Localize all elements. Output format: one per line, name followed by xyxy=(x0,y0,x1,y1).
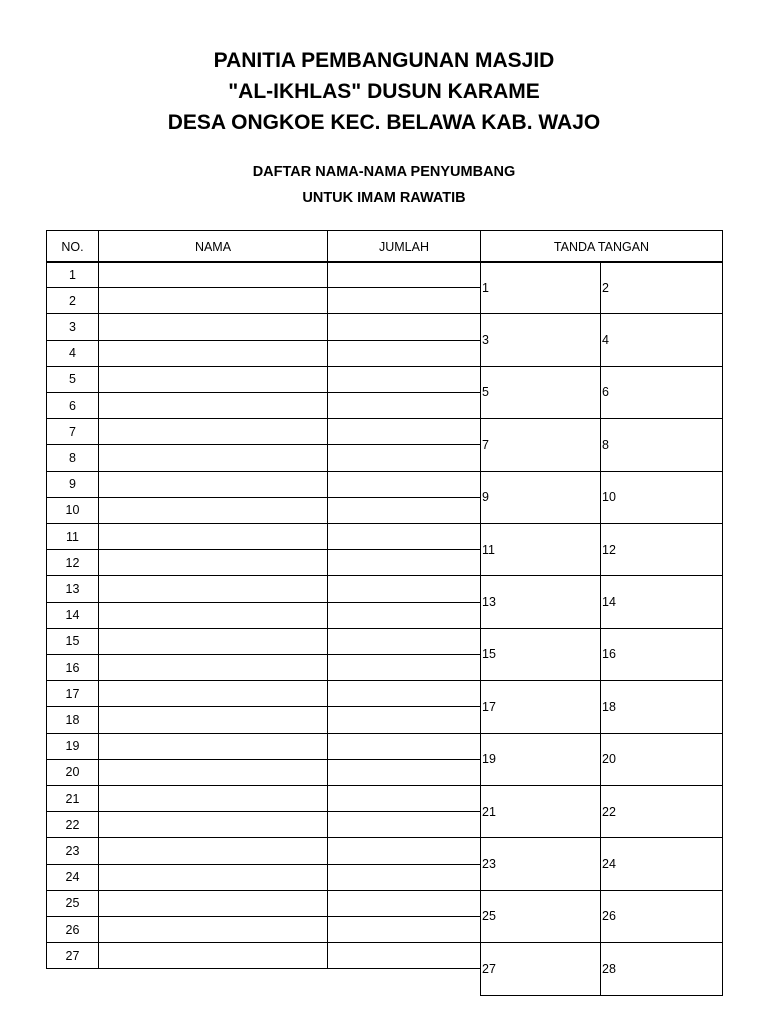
jumlah-cell[interactable] xyxy=(327,418,481,445)
donor-table xyxy=(46,230,722,976)
signature-cell[interactable]: 12 xyxy=(600,523,723,576)
signature-cell[interactable]: 7 xyxy=(480,418,601,471)
jumlah-cell[interactable] xyxy=(327,287,481,314)
nama-cell[interactable] xyxy=(98,497,328,524)
jumlah-cell[interactable] xyxy=(327,261,481,288)
jumlah-cell[interactable] xyxy=(327,942,481,969)
nama-cell[interactable] xyxy=(98,785,328,812)
jumlah-cell[interactable] xyxy=(327,733,481,760)
row-number: 22 xyxy=(46,811,99,838)
nama-cell[interactable] xyxy=(98,706,328,733)
nama-cell[interactable] xyxy=(98,654,328,681)
signature-cell[interactable]: 5 xyxy=(480,366,601,419)
nama-cell[interactable] xyxy=(98,444,328,471)
row-number: 6 xyxy=(46,392,99,419)
signature-cell[interactable]: 21 xyxy=(480,785,601,838)
nama-cell[interactable] xyxy=(98,366,328,393)
row-number: 10 xyxy=(46,497,99,524)
row-number: 23 xyxy=(46,837,99,864)
jumlah-cell[interactable] xyxy=(327,471,481,498)
jumlah-cell[interactable] xyxy=(327,654,481,681)
column-header-no: NO. xyxy=(46,230,99,263)
jumlah-cell[interactable] xyxy=(327,785,481,812)
row-number: 1 xyxy=(46,261,99,288)
row-number: 11 xyxy=(46,523,99,550)
nama-cell[interactable] xyxy=(98,759,328,786)
row-number: 14 xyxy=(46,602,99,629)
row-number: 3 xyxy=(46,313,99,340)
signature-cell[interactable]: 1 xyxy=(480,261,601,314)
signature-cell[interactable]: 27 xyxy=(480,942,601,995)
nama-cell[interactable] xyxy=(98,549,328,576)
signature-cell[interactable]: 9 xyxy=(480,471,601,524)
subtitle-line-2: UNTUK IMAM RAWATIB xyxy=(302,190,466,206)
jumlah-cell[interactable] xyxy=(327,864,481,891)
nama-cell[interactable] xyxy=(98,392,328,419)
jumlah-cell[interactable] xyxy=(327,549,481,576)
signature-cell[interactable]: 4 xyxy=(600,313,723,366)
row-number: 4 xyxy=(46,340,99,367)
jumlah-cell[interactable] xyxy=(327,759,481,786)
row-number: 19 xyxy=(46,733,99,760)
jumlah-cell[interactable] xyxy=(327,680,481,707)
title-line-2: "AL-IKHLAS" DUSUN KARAME xyxy=(228,80,540,103)
jumlah-cell[interactable] xyxy=(327,523,481,550)
title-line-3: DESA ONGKOE KEC. BELAWA KAB. WAJO xyxy=(167,111,601,134)
row-number: 18 xyxy=(46,706,99,733)
document-subtitle xyxy=(0,159,768,211)
jumlah-cell[interactable] xyxy=(327,575,481,602)
jumlah-cell[interactable] xyxy=(327,444,481,471)
signature-cell[interactable]: 23 xyxy=(480,837,601,890)
signature-cell[interactable]: 16 xyxy=(600,628,723,681)
column-header-tanda-tangan: TANDA TANGAN xyxy=(480,230,723,263)
jumlah-cell[interactable] xyxy=(327,628,481,655)
signature-cell[interactable]: 22 xyxy=(600,785,723,838)
nama-cell[interactable] xyxy=(98,864,328,891)
row-number: 17 xyxy=(46,680,99,707)
jumlah-cell[interactable] xyxy=(327,313,481,340)
nama-cell[interactable] xyxy=(98,418,328,445)
signature-cell[interactable]: 11 xyxy=(480,523,601,576)
title-line-1: PANITIA PEMBANGUNAN MASJID xyxy=(213,49,555,72)
signature-cell[interactable]: 3 xyxy=(480,313,601,366)
signature-cell[interactable]: 6 xyxy=(600,366,723,419)
nama-cell[interactable] xyxy=(98,471,328,498)
row-number: 13 xyxy=(46,575,99,602)
row-number: 26 xyxy=(46,916,99,943)
signature-cell[interactable]: 25 xyxy=(480,890,601,943)
nama-cell[interactable] xyxy=(98,261,328,288)
jumlah-cell[interactable] xyxy=(327,602,481,629)
subtitle-line-1: DAFTAR NAMA-NAMA PENYUMBANG xyxy=(252,164,516,180)
nama-cell[interactable] xyxy=(98,916,328,943)
signature-cell[interactable]: 28 xyxy=(600,942,723,995)
jumlah-cell[interactable] xyxy=(327,811,481,838)
jumlah-cell[interactable] xyxy=(327,392,481,419)
nama-cell[interactable] xyxy=(98,680,328,707)
row-number: 7 xyxy=(46,418,99,445)
row-number: 27 xyxy=(46,942,99,969)
row-number: 9 xyxy=(46,471,99,498)
signature-cell[interactable]: 18 xyxy=(600,680,723,733)
signature-cell[interactable]: 20 xyxy=(600,733,723,786)
nama-cell[interactable] xyxy=(98,602,328,629)
signature-cell[interactable]: 8 xyxy=(600,418,723,471)
nama-cell[interactable] xyxy=(98,733,328,760)
column-header-nama: NAMA xyxy=(98,230,328,263)
nama-cell[interactable] xyxy=(98,837,328,864)
row-number: 12 xyxy=(46,549,99,576)
signature-cell[interactable]: 2 xyxy=(600,261,723,314)
nama-cell[interactable] xyxy=(98,313,328,340)
signature-cell[interactable]: 24 xyxy=(600,837,723,890)
row-number: 25 xyxy=(46,890,99,917)
nama-cell[interactable] xyxy=(98,942,328,969)
jumlah-cell[interactable] xyxy=(327,340,481,367)
jumlah-cell[interactable] xyxy=(327,497,481,524)
nama-cell[interactable] xyxy=(98,287,328,314)
signature-cell[interactable]: 13 xyxy=(480,575,601,628)
signature-cell[interactable]: 15 xyxy=(480,628,601,681)
nama-cell[interactable] xyxy=(98,811,328,838)
jumlah-cell[interactable] xyxy=(327,706,481,733)
jumlah-cell[interactable] xyxy=(327,890,481,917)
row-number: 2 xyxy=(46,287,99,314)
row-number: 16 xyxy=(46,654,99,681)
jumlah-cell[interactable] xyxy=(327,837,481,864)
jumlah-cell[interactable] xyxy=(327,366,481,393)
column-header-jumlah: JUMLAH xyxy=(327,230,481,263)
nama-cell[interactable] xyxy=(98,890,328,917)
signature-cell[interactable]: 14 xyxy=(600,575,723,628)
signature-cell[interactable]: 26 xyxy=(600,890,723,943)
row-number: 24 xyxy=(46,864,99,891)
nama-cell[interactable] xyxy=(98,575,328,602)
row-number: 20 xyxy=(46,759,99,786)
signature-cell[interactable]: 19 xyxy=(480,733,601,786)
signature-cell[interactable]: 10 xyxy=(600,471,723,524)
signature-cell[interactable]: 17 xyxy=(480,680,601,733)
row-number: 21 xyxy=(46,785,99,812)
row-number: 5 xyxy=(46,366,99,393)
document-title xyxy=(0,45,768,138)
nama-cell[interactable] xyxy=(98,628,328,655)
row-number: 15 xyxy=(46,628,99,655)
nama-cell[interactable] xyxy=(98,523,328,550)
nama-cell[interactable] xyxy=(98,340,328,367)
row-number: 8 xyxy=(46,444,99,471)
jumlah-cell[interactable] xyxy=(327,916,481,943)
